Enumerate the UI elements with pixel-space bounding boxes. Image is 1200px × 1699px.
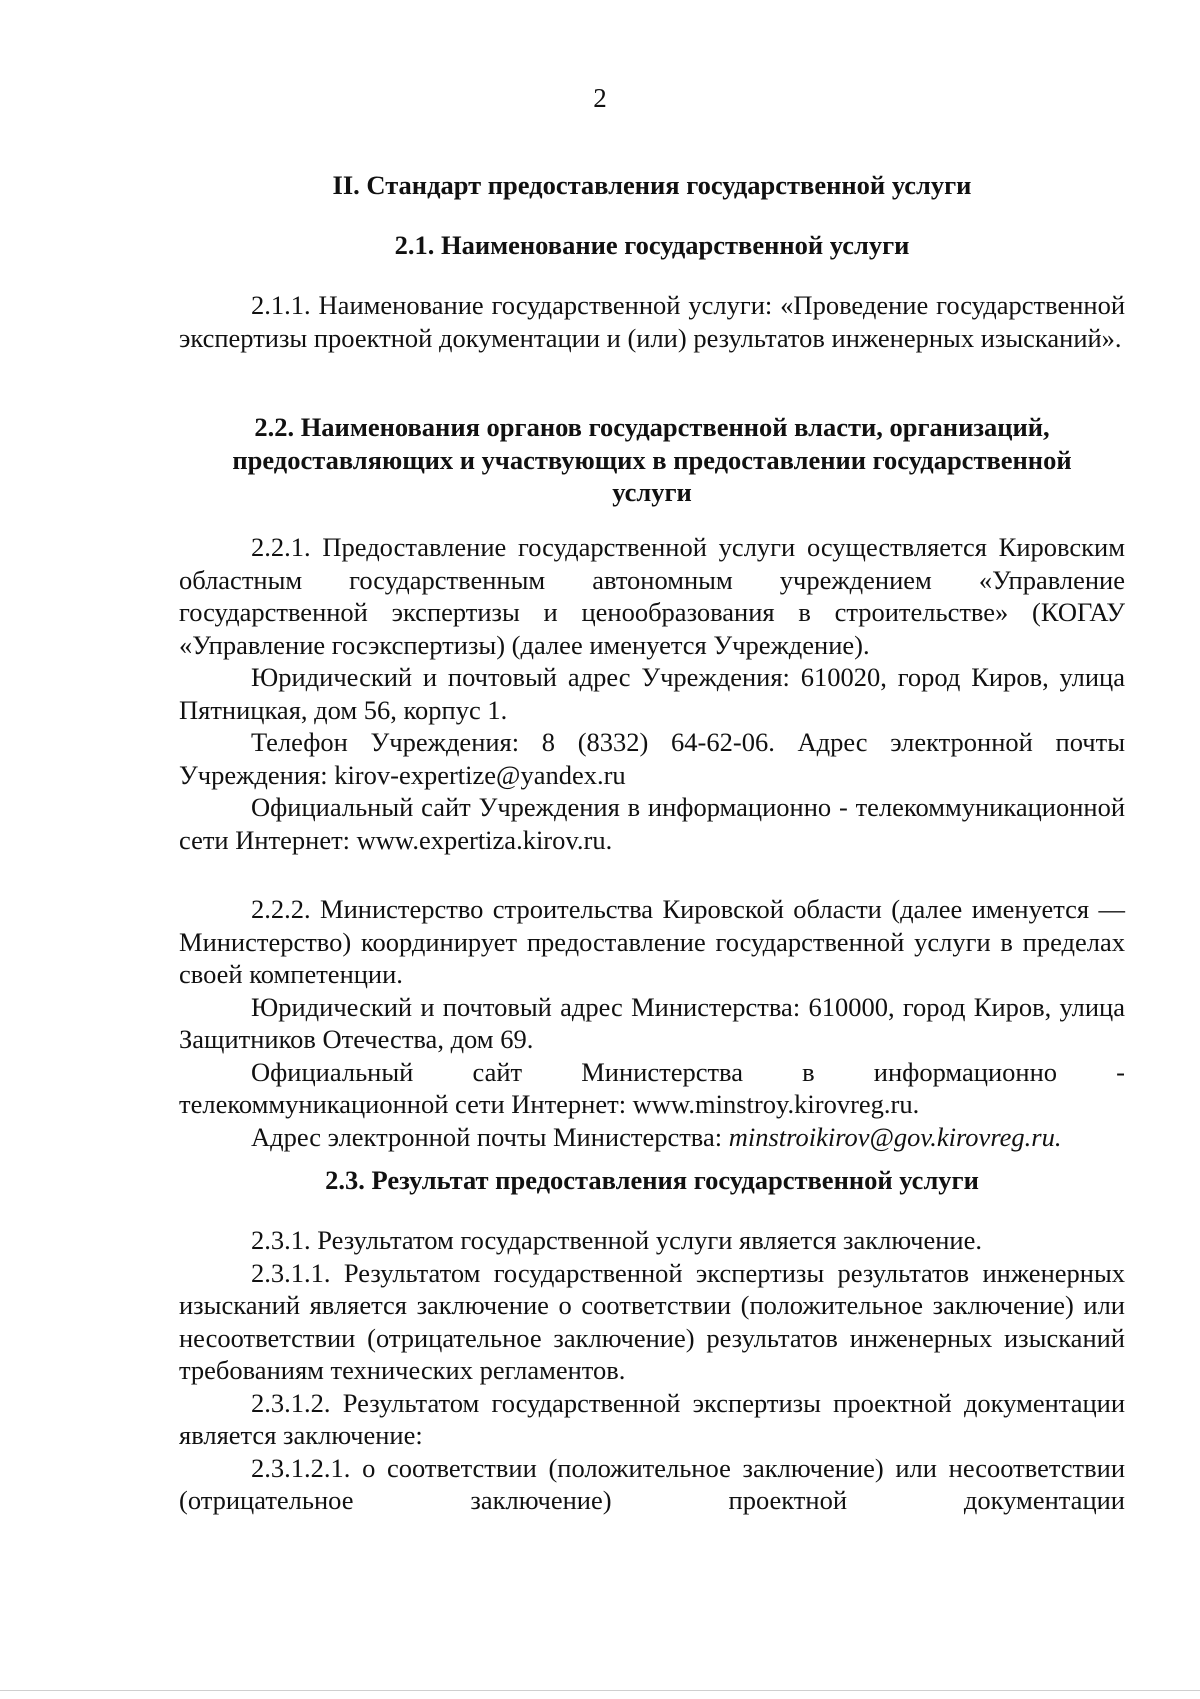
section-2-2-heading-line2: предоставляющих и участвующих в предоставлении государственной — [232, 444, 1072, 475]
section-2-2-body-a — [179, 531, 1125, 856]
paragraph-2-3-1: 2.3.1. Результатом государственной услуги является заключение. — [251, 1225, 982, 1255]
paragraph-2-2-2: 2.2.2. Министерство строительства Кировской области (далее именуется — Министерство) координирует предоставление государственной услуги в пределах своей компетенции. — [179, 894, 1125, 989]
section-2-3-heading-block — [179, 1164, 1125, 1197]
section-2-2-heading-line3: услуги — [612, 477, 692, 507]
section-heading-block — [179, 169, 1125, 202]
paragraph-legal-address-ministry: Юридический и почтовый адрес Министерства: 610000, город Киров, улица Защитников Отечества, дом 69. — [179, 991, 1125, 1054]
paragraph-email-ministry — [179, 1121, 1125, 1154]
email-ministry-label: Адрес электронной почты Министерства: — [251, 1121, 729, 1152]
scan-edge-line — [0, 1690, 1200, 1691]
section-2-1-body — [179, 289, 1125, 354]
paragraph-website-ministry: Официальный сайт Министерства в информационно - телекоммуникационной сети Интернет: www.minstroy.kirovreg.ru. — [179, 1056, 1125, 1119]
paragraph-2-2-1: 2.2.1. Предоставление государственной услуги осуществляется Кировским областным государственным автономным учреждением «Управление государственной экспертизы и ценообразования в строительстве» (КОГАУ «Управление госэкспертизы) (далее именуется Учреждение). — [179, 532, 1125, 660]
paragraph-legal-address-institution: Юридический и почтовый адрес Учреждения: 610020, город Киров, улица Пятницкая, дом 56, корпус 1. — [179, 662, 1125, 725]
paragraph-phone-email-institution: Телефон Учреждения: 8 (8332) 64-62-06. Адрес электронной почты Учреждения: kirov-expertize@yandex.ru — [179, 727, 1125, 790]
section-2-2-heading-block — [179, 411, 1125, 509]
section-2-3-heading: 2.3. Результат предоставления государственной услуги — [325, 1165, 979, 1195]
page-number: 2 — [593, 83, 607, 113]
section-2-3-body — [179, 1224, 1125, 1517]
paragraph-website-institution: Официальный сайт Учреждения в информационно - телекоммуникационной сети Интернет: www.expertiza.kirov.ru. — [179, 792, 1125, 855]
email-ministry-value: minstroikirov@gov.kirovreg.ru. — [728, 1121, 1062, 1152]
paragraph-2-3-1-2-1: 2.3.1.2.1. о соответствии (положительное заключение) или несоответствии (отрицательное заключение) проектной документации — [179, 1452, 1125, 1515]
section-heading: II. Стандарт предоставления государственной услуги — [332, 170, 972, 200]
paragraph-2-1-1: 2.1.1. Наименование государственной услуги: «Проведение государственной экспертизы проектной документации и (или) результатов инженерных изысканий». — [179, 290, 1125, 353]
section-2-1-heading: 2.1. Наименование государственной услуги — [394, 230, 910, 260]
section-2-1 — [179, 229, 1125, 262]
section-2-2-body-b — [179, 893, 1125, 1153]
paragraph-2-3-1-2: 2.3.1.2. Результатом государственной экспертизы проектной документации является заключение: — [179, 1387, 1125, 1450]
paragraph-2-3-1-1: 2.3.1.1. Результатом государственной экспертизы результатов инженерных изысканий является заключение о соответствии (положительное заключение) или несоответствии (отрицательное заключение) результатов инженерных изысканий требованиям технических регламентов. — [179, 1257, 1125, 1385]
section-2-2-heading-line1: 2.2. Наименования органов государственной власти, организаций, — [254, 412, 1050, 442]
